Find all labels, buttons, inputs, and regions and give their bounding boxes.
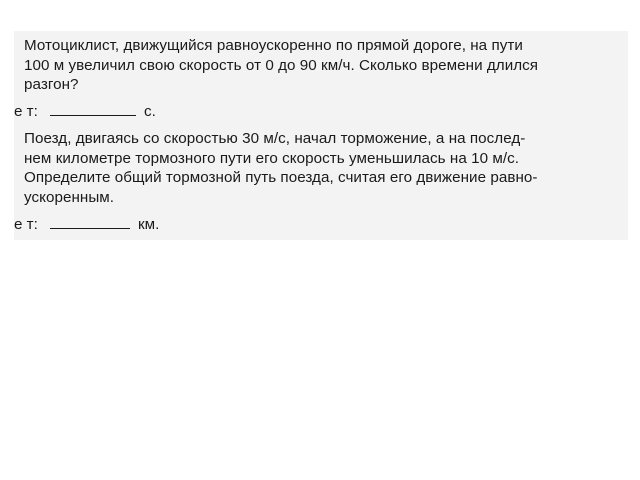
- problem-1-answer-unit: с.: [144, 103, 156, 120]
- problem-1-line-2: 100 м увеличил свою скорость от 0 до 90 км/ч. Сколько времени длился: [24, 56, 539, 74]
- problem-1-answer-blank[interactable]: [50, 103, 136, 116]
- problem-1-line-1: Мотоциклист, движущийся равноускоренно по прямой дороге, на пути: [24, 37, 523, 54]
- problem-1-answer: [14, 103, 156, 121]
- problem-2-line-3: Определите общий тормозной путь поезда, считая его движение равно-: [24, 169, 538, 186]
- problem-2-text: [24, 129, 622, 207]
- problem-1-line-3: разгон?: [24, 76, 79, 93]
- problem-2-answer-unit: км.: [138, 216, 160, 233]
- problem-2-answer: [14, 216, 159, 234]
- problem-2-answer-label: е т:: [14, 216, 38, 233]
- problem-2-answer-blank[interactable]: [50, 216, 130, 229]
- problem-1-text: [24, 36, 624, 95]
- problem-2-line-1: Поезд, двигаясь со скоростью 30 м/с, начал торможение, а на послед-: [24, 130, 526, 147]
- problem-1-answer-label: е т:: [14, 103, 38, 120]
- problem-2-line-4: ускоренным.: [24, 188, 115, 206]
- problem-2-line-2: нем километре тормозного пути его скорость уменьшилась на 10 м/с.: [24, 149, 520, 167]
